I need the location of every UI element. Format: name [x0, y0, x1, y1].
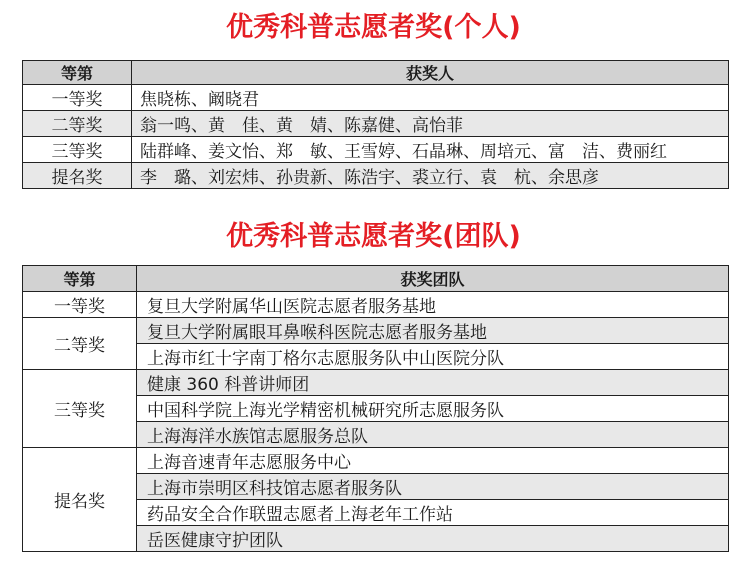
table-row [23, 137, 729, 163]
winners-column-header: 获奖团队 [137, 266, 729, 292]
table-row [23, 370, 729, 396]
winners-column-header: 获奖人 [132, 61, 729, 85]
award-level-cell: 三等奖 [23, 370, 137, 448]
table-header-row [23, 266, 729, 292]
award-level-cell: 二等奖 [23, 318, 137, 370]
table-row [23, 163, 729, 189]
award-level-cell: 提名奖 [23, 448, 137, 552]
award-level-cell: 三等奖 [23, 137, 132, 163]
table-header-row [23, 61, 729, 85]
individual-award-title: 优秀科普志愿者奖(个人) [226, 12, 521, 43]
level-column-header: 等第 [23, 61, 132, 85]
winner-names-cell: 陆群峰、姜文怡、郑 敏、王雪婷、石晶琳、周培元、富 洁、费丽红 [132, 137, 729, 163]
team-name-cell: 上海市红十字南丁格尔志愿服务队中山医院分队 [137, 344, 729, 370]
team-name-cell: 健康 360 科普讲师团 [137, 370, 729, 396]
team-name-cell: 上海市崇明区科技馆志愿者服务队 [137, 474, 729, 500]
award-level-cell: 提名奖 [23, 163, 132, 189]
award-level-cell: 一等奖 [23, 292, 137, 318]
table-row [23, 318, 729, 344]
level-column-header: 等第 [23, 266, 137, 292]
winner-names-cell: 李 璐、刘宏炜、孙贵新、陈浩宇、裘立行、袁 杭、余思彦 [132, 163, 729, 189]
table-row [23, 85, 729, 111]
team-name-cell: 岳医健康守护团队 [137, 526, 729, 552]
team-name-cell: 上海海洋水族馆志愿服务总队 [137, 422, 729, 448]
individual-award-table [22, 60, 729, 189]
team-name-cell: 复旦大学附属华山医院志愿者服务基地 [137, 292, 729, 318]
table-row [23, 448, 729, 474]
table-row [23, 292, 729, 318]
award-level-cell: 一等奖 [23, 85, 132, 111]
winner-names-cell: 焦晓栋、阚晓君 [132, 85, 729, 111]
winner-names-cell: 翁一鸣、黄 佳、黄 婧、陈嘉健、高怡菲 [132, 111, 729, 137]
award-level-cell: 二等奖 [23, 111, 132, 137]
table-row [23, 111, 729, 137]
team-award-title: 优秀科普志愿者奖(团队) [226, 221, 521, 252]
team-name-cell: 药品安全合作联盟志愿者上海老年工作站 [137, 500, 729, 526]
team-award-table [22, 265, 729, 552]
team-name-cell: 复旦大学附属眼耳鼻喉科医院志愿者服务基地 [137, 318, 729, 344]
team-name-cell: 上海音速青年志愿服务中心 [137, 448, 729, 474]
team-name-cell: 中国科学院上海光学精密机械研究所志愿服务队 [137, 396, 729, 422]
